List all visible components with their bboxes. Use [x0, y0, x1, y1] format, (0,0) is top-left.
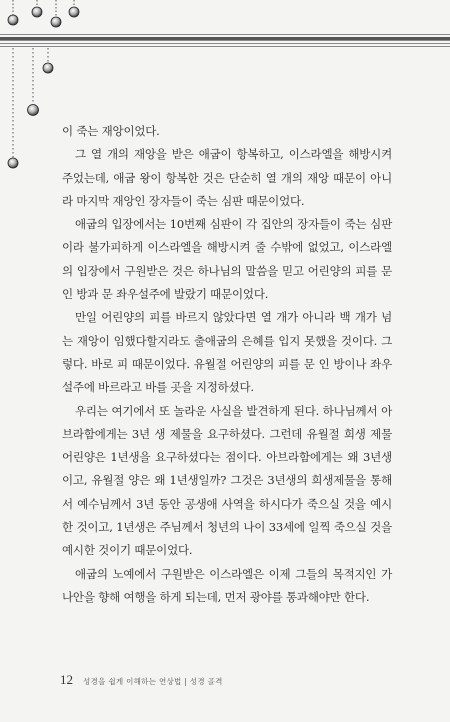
paragraph: 애굽의 노예에서 구원받은 이스라엘은 이제 그들의 목적지인 가나안을 향해 여행을 하게 되는데, 먼저 광야를 통과해야만 한다.	[62, 566, 392, 604]
body-text	[62, 120, 392, 609]
bead-7	[43, 63, 53, 73]
bead-5	[8, 158, 18, 168]
page-footer	[60, 672, 223, 688]
bead-6	[28, 105, 39, 116]
bead-3	[51, 17, 61, 27]
running-head: 성경을 쉽게 이해하는 연상법 | 성경 골격	[83, 677, 223, 686]
top-bead-strings	[8, 0, 79, 27]
paragraph: 이 죽는 재앙이었다.	[62, 124, 160, 138]
bead-2	[32, 7, 42, 17]
paragraph: 우리는 여기에서 또 놀라운 사실을 발견하게 된다. 하나님께서 아브라함에게는 3년 생 제물을 요구하셨다. 그런데 유월절 희생 제물 어린양은 1년생을 요구하셨다는 점이다. 아브라함에게는 왜 3년생이고, 유월절 양은 왜 1년생일까? 그것은 3년생의 희생제물을 통해서 예수님께서 3년 동안 공생애 사역을 하시다가 죽으실 것을 예시한 것이고, 1년생은 주님께서 청년의 나이 33세에 일찍 죽으실 것을 예시한 것이기 때문이었다.	[62, 403, 392, 558]
bead-4	[69, 7, 79, 17]
page-number: 12	[60, 672, 73, 687]
paragraph: 애굽의 입장에서는 10번째 심판이 각 집안의 장자들이 죽는 심판이라 불가피하게 이스라엘을 해방시켜 줄 수밖에 없었고, 이스라엘의 입장에서 구원받은 것은 하나님의 말씀을 믿고 어린양의 피를 문인 방과 문 좌우설주에 발랐기 때문이었다.	[62, 217, 392, 302]
bead-1	[8, 15, 18, 25]
paragraph: 만일 어린양의 피를 바르지 않았다면 열 개가 아니라 백 개가 넘는 재앙이 임했다할지라도 출애굽의 은혜를 입지 못했을 것이다. 그렇다. 바로 피 때문이었다. 유월절 어린양의 피를 문 인 방이나 좌우설주에 바르라고 바를 곳을 지정하셨다.	[62, 310, 392, 395]
paragraph: 그 열 개의 재앙을 받은 애굽이 항복하고, 이스라엘을 해방시켜 주었는데, 애굽 왕이 항복한 것은 단순히 열 개의 재앙 때문이 아니라 마지막 재앙인 장자들이 죽는 심판 때문이었다.	[62, 147, 392, 208]
hanging-bead-strings	[8, 48, 53, 168]
